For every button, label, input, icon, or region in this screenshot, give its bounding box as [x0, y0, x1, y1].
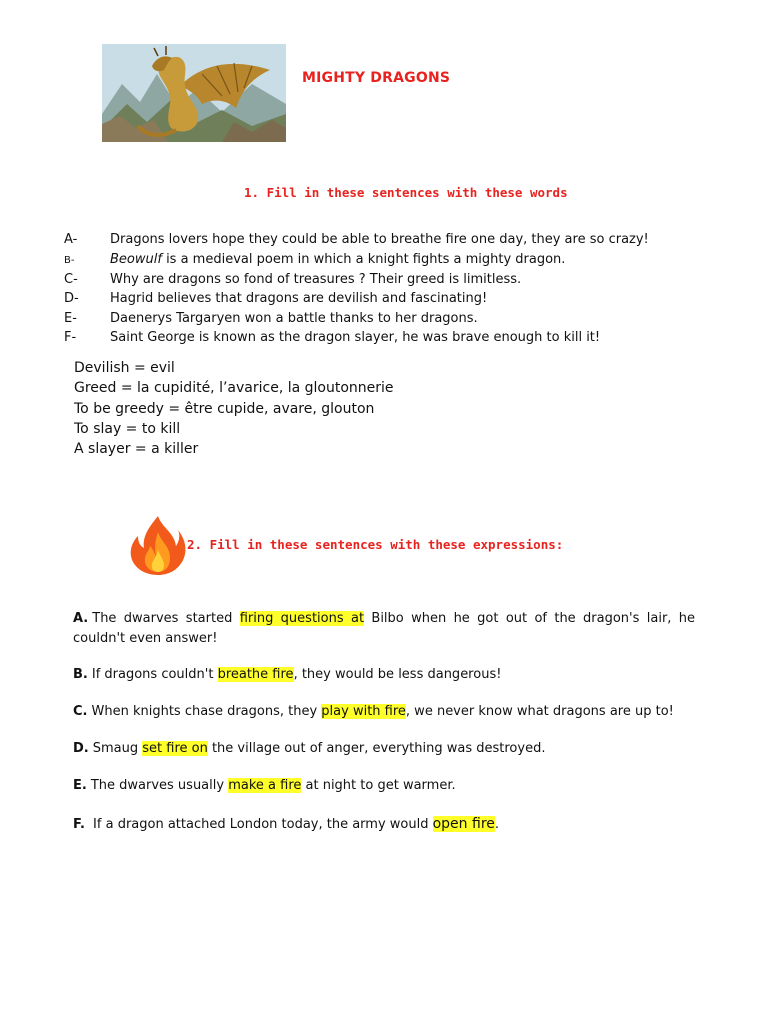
item-text-after: at night to get warmer.	[301, 778, 456, 793]
highlighted-expression: breathe fire	[217, 667, 294, 682]
highlighted-expression: set fire on	[142, 741, 208, 756]
expression-item	[73, 702, 695, 722]
item-label: F.	[73, 817, 85, 832]
vocabulary-entry: To be greedy = être cupide, avare, glouton	[74, 401, 375, 417]
sentence-marker: C-	[64, 272, 78, 287]
item-text-before: The dwarves started	[92, 611, 240, 626]
sentence-text: Dragons lovers hope they could be able to breathe fire one day, they are so crazy!	[110, 232, 649, 247]
expression-item	[73, 776, 695, 796]
sentence-marker: E-	[64, 311, 77, 326]
sentence-text: Hagrid believes that dragons are devilish and fascinating!	[110, 291, 488, 306]
item-text-before: If a dragon attached London today, the army would	[88, 817, 433, 832]
sentence-text: Daenerys Targaryen won a battle thanks to her dragons.	[110, 311, 478, 326]
item-text-before: When knights chase dragons, they	[91, 704, 322, 719]
item-label: A.	[73, 611, 89, 626]
highlighted-expression: play with fire	[321, 704, 406, 719]
highlighted-expression: make a fire	[228, 778, 302, 793]
item-label: E.	[73, 778, 87, 793]
sentence-marker: A-	[64, 232, 78, 247]
item-text-after: Bilbo when he got out of the dragon's lair, he couldn't even answer!	[73, 611, 696, 646]
item-text-after: the village out of anger, everything was destroyed.	[207, 741, 546, 756]
item-text-after: .	[494, 817, 500, 832]
expression-item	[73, 665, 695, 685]
expression-item	[73, 815, 695, 835]
item-text-before: Smaug	[92, 741, 143, 756]
sentence-text: Saint George is known as the dragon slayer, he was brave enough to kill it!	[110, 330, 601, 345]
vocabulary-entry: Greed = la cupidité, l’avarice, la gloutonnerie	[74, 380, 394, 396]
expression-item	[73, 739, 695, 759]
vocabulary-entry: To slay = to kill	[74, 421, 181, 437]
item-label: C.	[73, 704, 88, 719]
vocabulary-entry: A slayer = a killer	[74, 441, 199, 457]
sentence-marker: F-	[64, 330, 77, 345]
sentence-marker: D-	[64, 291, 79, 306]
flame-icon	[128, 514, 188, 576]
dragon-illustration	[102, 44, 286, 142]
sentence-text: is a medieval poem in which a knight fights a mighty dragon.	[161, 252, 566, 267]
page-title: MIGHTY DRAGONS	[302, 70, 451, 86]
expression-item	[73, 609, 695, 648]
sentence-italic: Beowulf	[110, 252, 162, 267]
sentence-item	[64, 289, 714, 309]
sentence-item	[64, 250, 714, 271]
section1-heading: 1. Fill in these sentences with these words	[244, 185, 568, 200]
item-text-before: The dwarves usually	[90, 778, 229, 793]
item-text-after: , we never know what dragons are up to!	[405, 704, 674, 719]
item-label: D.	[73, 741, 89, 756]
item-text-before: If dragons couldn't	[91, 667, 218, 682]
item-text-after: , they would be less dangerous!	[293, 667, 502, 682]
highlighted-expression: firing questions at	[239, 611, 365, 626]
sentence-item	[64, 230, 714, 250]
section2-heading: 2. Fill in these sentences with these expressions:	[187, 537, 564, 552]
vocabulary-entry: Devilish = evil	[74, 360, 175, 376]
sentence-marker: B-	[64, 255, 75, 266]
item-label: B.	[73, 667, 88, 682]
dragon-image	[102, 44, 286, 142]
sentence-item	[64, 270, 714, 290]
sentence-text: Why are dragons so fond of treasures ? Their greed is limitless.	[110, 272, 522, 287]
highlighted-expression: open fire	[432, 816, 495, 832]
sentence-item	[64, 328, 714, 348]
sentence-item	[64, 309, 714, 329]
